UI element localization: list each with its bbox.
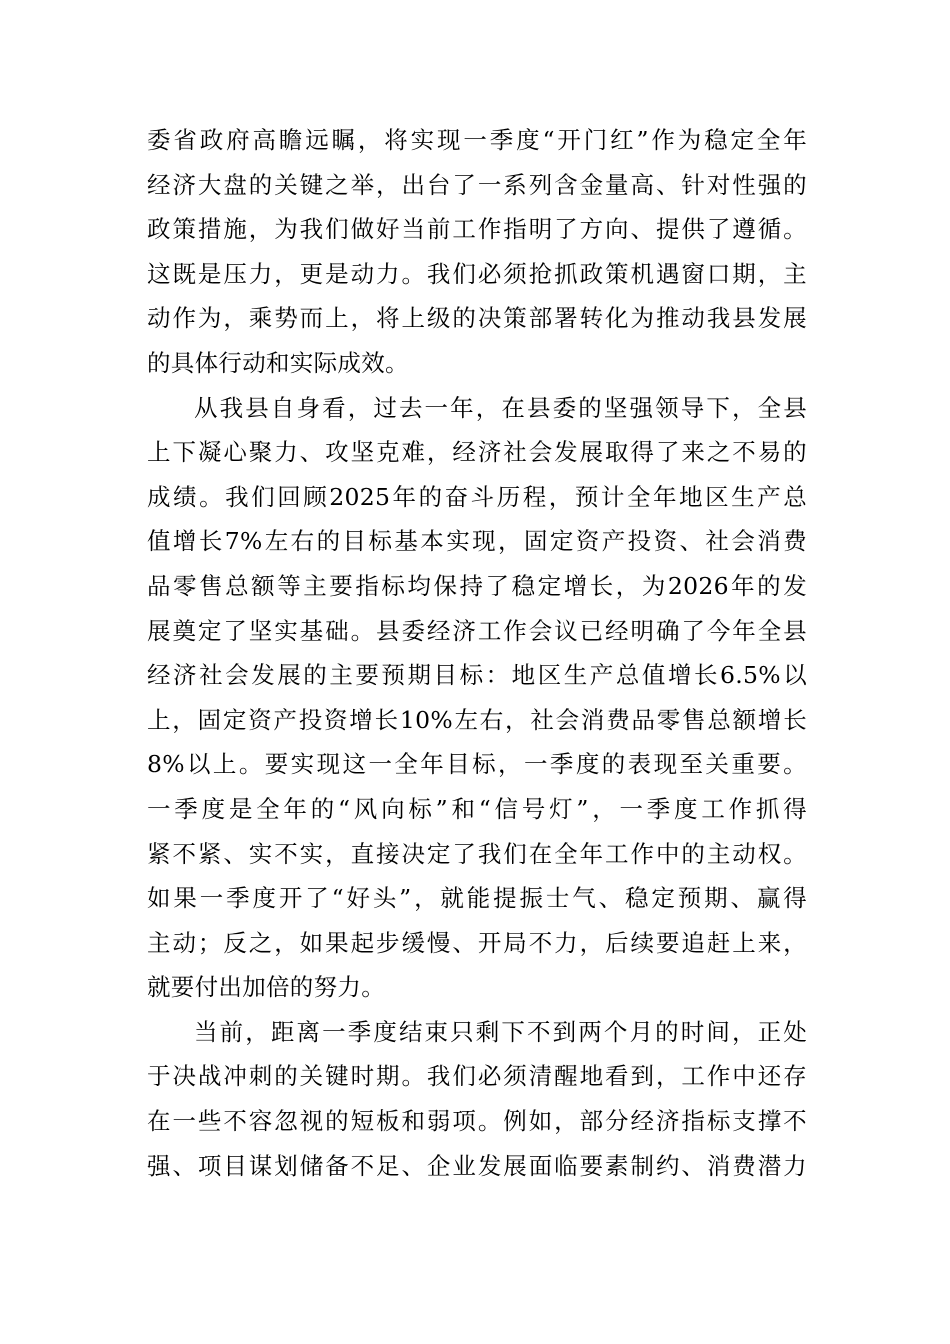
paragraph-2 — [147, 386, 807, 1010]
paragraph-line: 展奠定了坚实基础。县委经济工作会议已经明确了今年全县 — [147, 616, 807, 645]
paragraph-line: 值增长7%左右的目标基本实现，固定资产投资、社会消费 — [147, 527, 807, 556]
paragraph-line: 强、项目谋划储备不足、企业发展面临要素制约、消费潜力 — [147, 1151, 807, 1180]
paragraph-line: 经济社会发展的主要预期目标：地区生产总值增长6.5%以 — [147, 661, 807, 690]
paragraph-line: 政策措施，为我们做好当前工作指明了方向、提供了遵循。 — [147, 215, 807, 244]
paragraph-line: 动作为，乘势而上，将上级的决策部署转化为推动我县发展 — [147, 304, 807, 333]
paragraph-line: 上下凝心聚力、攻坚克难，经济社会发展取得了来之不易的 — [147, 438, 807, 467]
paragraph-line: 这既是压力，更是动力。我们必须抢抓政策机遇窗口期，主 — [147, 259, 807, 288]
paragraph-line: 就要付出加倍的努力。 — [147, 973, 385, 1002]
paragraph-3 — [147, 1010, 807, 1188]
paragraph-line: 委省政府高瞻远瞩，将实现一季度“开门红”作为稳定全年 — [147, 126, 807, 154]
paragraph-line: 的具体行动和实际成效。 — [147, 348, 409, 377]
paragraph-line: 经济大盘的关键之举，出台了一系列含金量高、针对性强的 — [147, 170, 807, 199]
paragraph-line: 在一些不容忽视的短板和弱项。例如，部分经济指标支撑不 — [147, 1107, 807, 1136]
paragraph-line: 主动；反之，如果起步缓慢、开局不力，后续要追赶上来， — [147, 928, 807, 957]
paragraph-line: 当前，距离一季度结束只剩下不到两个月的时间，正处 — [194, 1017, 807, 1046]
paragraph-line: 上，固定资产投资增长10%左右，社会消费品零售总额增长 — [147, 705, 807, 734]
paragraph-line: 如果一季度开了“好头”，就能提振士气、稳定预期、赢得 — [147, 884, 807, 913]
paragraph-1 — [147, 118, 807, 386]
paragraph-line: 成绩。我们回顾2025年的奋斗历程，预计全年地区生产总 — [147, 482, 807, 511]
paragraph-line: 8%以上。要实现这一全年目标，一季度的表现至关重要。 — [147, 750, 807, 779]
paragraph-line: 于决战冲刺的关键时期。我们必须清醒地看到，工作中还存 — [147, 1062, 807, 1091]
paragraph-line: 品零售总额等主要指标均保持了稳定增长，为2026年的发 — [147, 571, 807, 600]
paragraph-line: 紧不紧、实不实，直接决定了我们在全年工作中的主动权。 — [147, 839, 807, 868]
paragraph-line: 一季度是全年的“风向标”和“信号灯”，一季度工作抓得 — [147, 794, 807, 823]
paragraph-line: 从我县自身看，过去一年，在县委的坚强领导下，全县 — [194, 393, 807, 422]
document-body — [147, 118, 807, 1188]
